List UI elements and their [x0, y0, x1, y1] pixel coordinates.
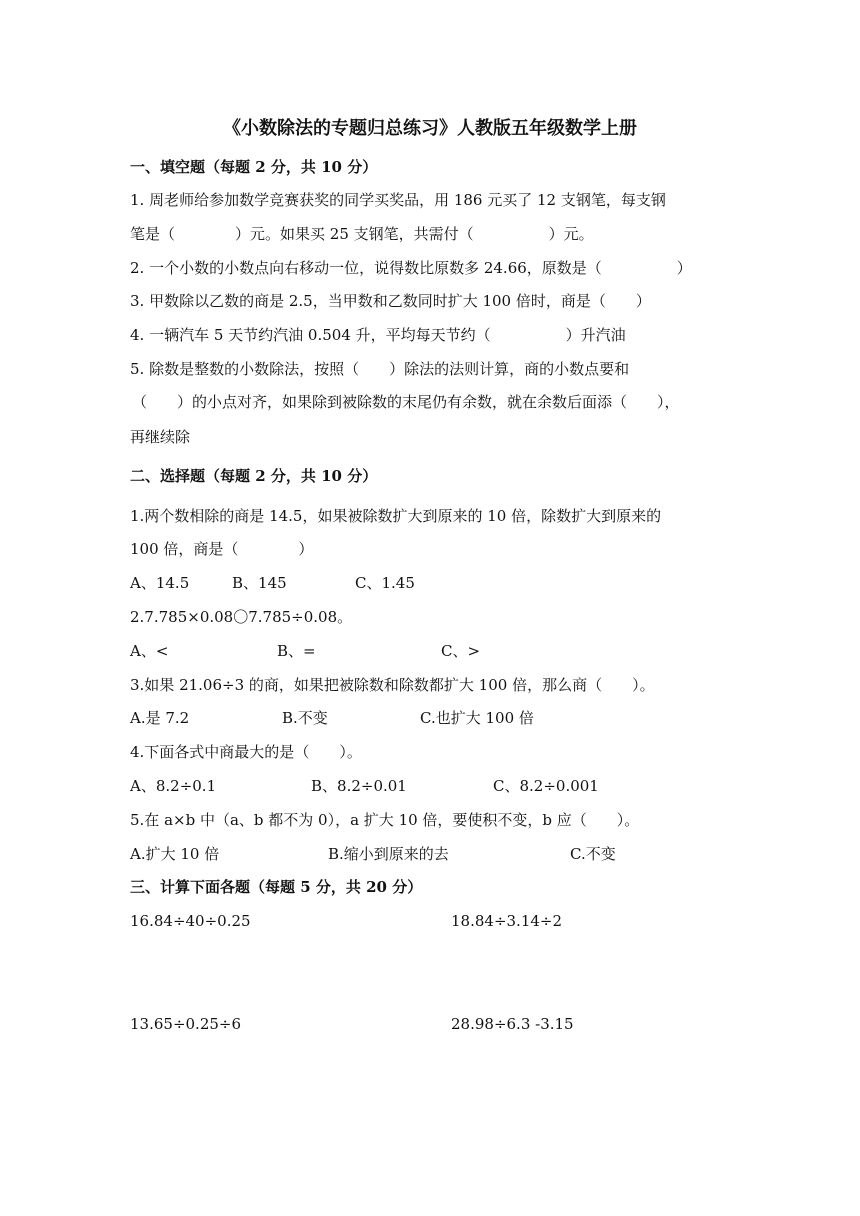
calc-problem-4: 28.98÷6.3 -3.15	[451, 1015, 574, 1033]
question-5-line-1: 5. 除数是整数的小数除法，按照（ ）除法的法则计算，商的小数点要和	[130, 360, 630, 378]
choice-q2-option-c: C、>	[441, 642, 481, 660]
choice-q5-option-a: A.扩大 10 倍	[130, 845, 220, 863]
choice-question-5-stem: 5.在 a×b 中（a、b 都不为 0），a 扩大 10 倍，要使积不变，b 应（ ）。	[130, 811, 640, 829]
question-1-line-1: 1. 周老师给参加数学竞赛获奖的同学买奖品，用 186 元买了 12 支钢笔，每支钢	[130, 191, 666, 209]
question-5-line-3: 再继续除	[130, 428, 191, 446]
choice-q1-option-b: B、145	[232, 574, 287, 592]
question-2-line: 2. 一个小数的小数点向右移动一位，说得数比原数多 24.66，原数是（ ）	[130, 259, 692, 277]
choice-q2-option-b: B、=	[277, 642, 316, 660]
choice-q1-option-c: C、1.45	[355, 574, 415, 592]
choice-question-1-stem-2: 100 倍，商是（ ）	[130, 540, 314, 558]
choice-q2-option-a: A、<	[130, 642, 169, 660]
choice-q3-option-c: C.也扩大 100 倍	[420, 709, 534, 727]
choice-question-4-stem: 4.下面各式中商最大的是（ ）。	[130, 743, 362, 761]
choice-question-2-stem: 2.7.785×0.08〇7.785÷0.08。	[130, 608, 353, 626]
choice-question-3-stem: 3.如果 21.06÷3 的商，如果把被除数和除数都扩大 100 倍，那么商（ ）。	[130, 676, 655, 694]
question-4-line: 4. 一辆汽车 5 天节约汽油 0.504 升，平均每天节约（ ）升汽油	[130, 326, 626, 344]
question-3-line: 3. 甲数除以乙数的商是 2.5，当甲数和乙数同时扩大 100 倍时，商是（ ）	[130, 292, 651, 310]
calc-problem-1: 16.84÷40÷0.25	[130, 912, 251, 930]
question-1-line-2: 笔是（ ）元。如果买 25 支钢笔，共需付（ ）元。	[130, 225, 594, 243]
choice-question-1-stem: 1.两个数相除的商是 14.5，如果被除数扩大到原来的 10 倍，除数扩大到原来的	[130, 507, 662, 525]
calc-problem-2: 18.84÷3.14÷2	[451, 912, 563, 930]
choice-q5-option-c: C.不变	[570, 845, 616, 863]
section-3-heading: 三、计算下面各题（每题 5 分，共 20 分）	[130, 878, 423, 896]
choice-q4-option-a: A、8.2÷0.1	[130, 777, 217, 795]
calc-problem-3: 13.65÷0.25÷6	[130, 1015, 242, 1033]
page-title: 《小数除法的专题归总练习》人教版五年级数学上册	[223, 118, 637, 139]
section-1-heading: 一、填空题（每题 2 分，共 10 分）	[130, 158, 378, 176]
choice-q3-option-a: A.是 7.2	[130, 709, 190, 727]
choice-q4-option-b: B、8.2÷0.01	[311, 777, 407, 795]
question-5-line-2: （ ）的小点对齐，如果除到被除数的末尾仍有余数，就在余数后面添（ ），	[132, 393, 680, 411]
section-2-heading: 二、选择题（每题 2 分，共 10 分）	[130, 467, 378, 485]
choice-q5-option-b: B.缩小到原来的去	[328, 845, 449, 863]
choice-q3-option-b: B.不变	[282, 709, 328, 727]
choice-q4-option-c: C、8.2÷0.001	[493, 777, 599, 795]
choice-q1-option-a: A、14.5	[130, 574, 190, 592]
